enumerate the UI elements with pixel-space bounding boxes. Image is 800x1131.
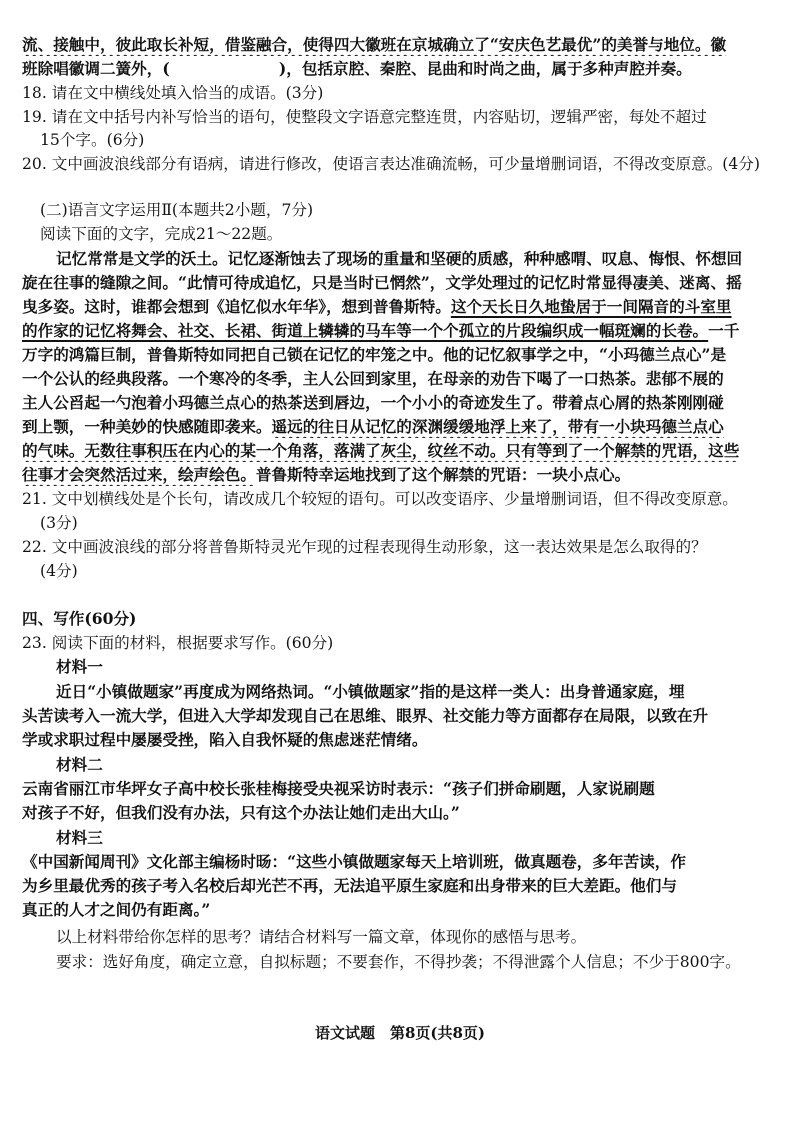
passage-line (22, 416, 782, 438)
question-23: 23. 阅读下面的材料，根据要求写作。(60分) (22, 634, 334, 652)
passage-line: 旋在往事的缝隙之间。“此情可待成追忆，只是当时已惘然”，文学处理过的记忆时常显得凄美、迷离、摇 (22, 273, 742, 292)
passage-line: 万字的鸿篇巨制，普鲁斯特如同把自己锁在记忆的牢笼之中。他的记忆叙事学之中，“小玛德兰点心”是 (22, 345, 727, 364)
material-line: 真正的人才之间仍有距离。” (22, 900, 211, 919)
passage-line (22, 320, 782, 342)
passage-text: 普鲁斯特幸运地找到了这个解禁的咒语：一块小点心。 (255, 465, 631, 484)
question-19-cont: 15个字。(6分) (40, 131, 145, 149)
section-instruction: 阅读下面的文字，完成21～22题。 (40, 225, 283, 243)
question-20: 20. 文中画波浪线部分有语病，请进行修改，使语言表达准确流畅，可少量增删词语，不得改变原意。(4分) (22, 155, 760, 173)
question-19: 19. 请在文中括号内补写恰当的语句，使整段文字语意完整连贯，内容贴切，逻辑严密，每处不超过 (22, 108, 707, 126)
straight-underline-text: 的作家的记忆将舞会、社交、长裙、街道上辚辚的马车等一个个孤立的片段编织成一幅斑斓的长卷。 (22, 321, 709, 340)
material-title: 材料三 (56, 828, 103, 847)
passage-line (22, 440, 782, 462)
material-line: 对孩子不好，但我们没有办法，只有这个办法让她们走出大山。” (22, 803, 460, 822)
passage-cont-line-1 (22, 34, 782, 56)
passage-text: 曳多姿。这时，谁都会想到《追忆似水年华》，想到普鲁斯特。 (22, 297, 451, 316)
material-line: 为乡里最优秀的孩子考入名校后却光芒不再，无法追平原生家庭和出身带来的巨大差距。他们与 (22, 876, 677, 895)
question-18: 18. 请在文中横线处填入恰当的成语。(3分) (22, 84, 324, 102)
passage-cont-line-2: 班除唱徽调二簧外，( )，包括京腔、秦腔、昆曲和时尚之曲，属于多种声腔并奏。 (22, 59, 692, 78)
material-line: 学或求职过程中屡屡受挫，陷入自我怀疑的焦虑迷茫情绪。 (22, 730, 428, 749)
passage-line: 主人公舀起一勺泡着小玛德兰点心的热茶送到唇边，一个小小的奇迹发生了。带着点心屑的热茶刚刚碰 (22, 393, 724, 412)
wavy-underline-text: 的气味。无数往事积压在内心的某一个角落，落满了灰尘，纹丝不动。只有等到了一个解禁的咒语，这些 (22, 441, 740, 460)
material-line: 《中国新闻周刊》文化部主编杨时旸：“这些小镇做题家每天上培训班，做真题卷，多年苦读，作 (22, 852, 686, 871)
passage-line: 记忆常常是文学的沃土。记忆逐渐蚀去了现场的重量和坚硬的质感，种种感喟、叹息、悔恨、怀想回 (56, 249, 743, 268)
material-title: 材料一 (56, 657, 103, 676)
writing-prompt: 以上材料带给你怎样的思考？请结合材料写一篇文章，体现你的感悟与思考。 (56, 928, 587, 946)
wavy-underline-text: 往事才会突然活过来，绘声绘色。 (22, 465, 256, 484)
passage-line (22, 464, 782, 486)
material-line: 云南省丽江市华坪女子高中校长张桂梅接受央视采访时表示：“孩子们拼命刷题，人家说刷题 (22, 779, 655, 798)
section-heading: (二)语言文字运用Ⅱ(本题共2小题，7分) (40, 201, 314, 219)
material-line: 近日“小镇做题家”再度成为网络热词。“小镇做题家”指的是这样一类人：出身普通家庭，埋 (56, 682, 685, 701)
material-title: 材料二 (56, 755, 103, 774)
wavy-underline-text: 遥远的往日从记忆的深渊缓缓地浮上来了，带有一小块玛德兰点心 (271, 417, 724, 436)
page-footer: 语文试题 第8页(共8页) (314, 1024, 486, 1042)
passage-text: 一千 (708, 321, 740, 340)
question-22-cont: (4分) (40, 562, 78, 580)
passage-text: 到上颚，一种美妙的快感随即袭来。 (22, 417, 272, 436)
writing-requirements: 要求：选好角度，确定立意，自拟标题；不要套作，不得抄袭；不得泄露个人信息；不少于800字。 (56, 953, 741, 971)
material-line: 头苦读考入一流大学，但进入大学却发现自己在思维、眼界、社交能力等方面都存在局限，以致在升 (22, 706, 709, 725)
passage-line: 一个公认的经典段落。一个寒冷的冬季，主人公回到家里，在母亲的劝告下喝了一口热茶。悲郁不展的 (22, 369, 724, 388)
writing-heading: 四、写作(60分) (22, 609, 137, 628)
question-22: 22. 文中画波浪线的部分将普鲁斯特灵光乍现的过程表现得生动形象，这一表达效果是怎么取得的？ (22, 538, 707, 556)
wavy-underline-text: 流、接触中，彼此取长补短，借鉴融合，使得四大徽班在京城确立了“安庆色艺最优”的美誉与地位。徽 (22, 35, 727, 54)
question-21: 21. 文中划横线处是个长句，请改成几个较短的语句。可以改变语序、少量增删词语，但不得改变原意。 (22, 490, 738, 508)
question-21-cont: (3分) (40, 514, 78, 532)
passage-line (22, 296, 782, 318)
straight-underline-text: 这个天长日久地蛰居于一间隔音的斗室里 (450, 297, 732, 316)
